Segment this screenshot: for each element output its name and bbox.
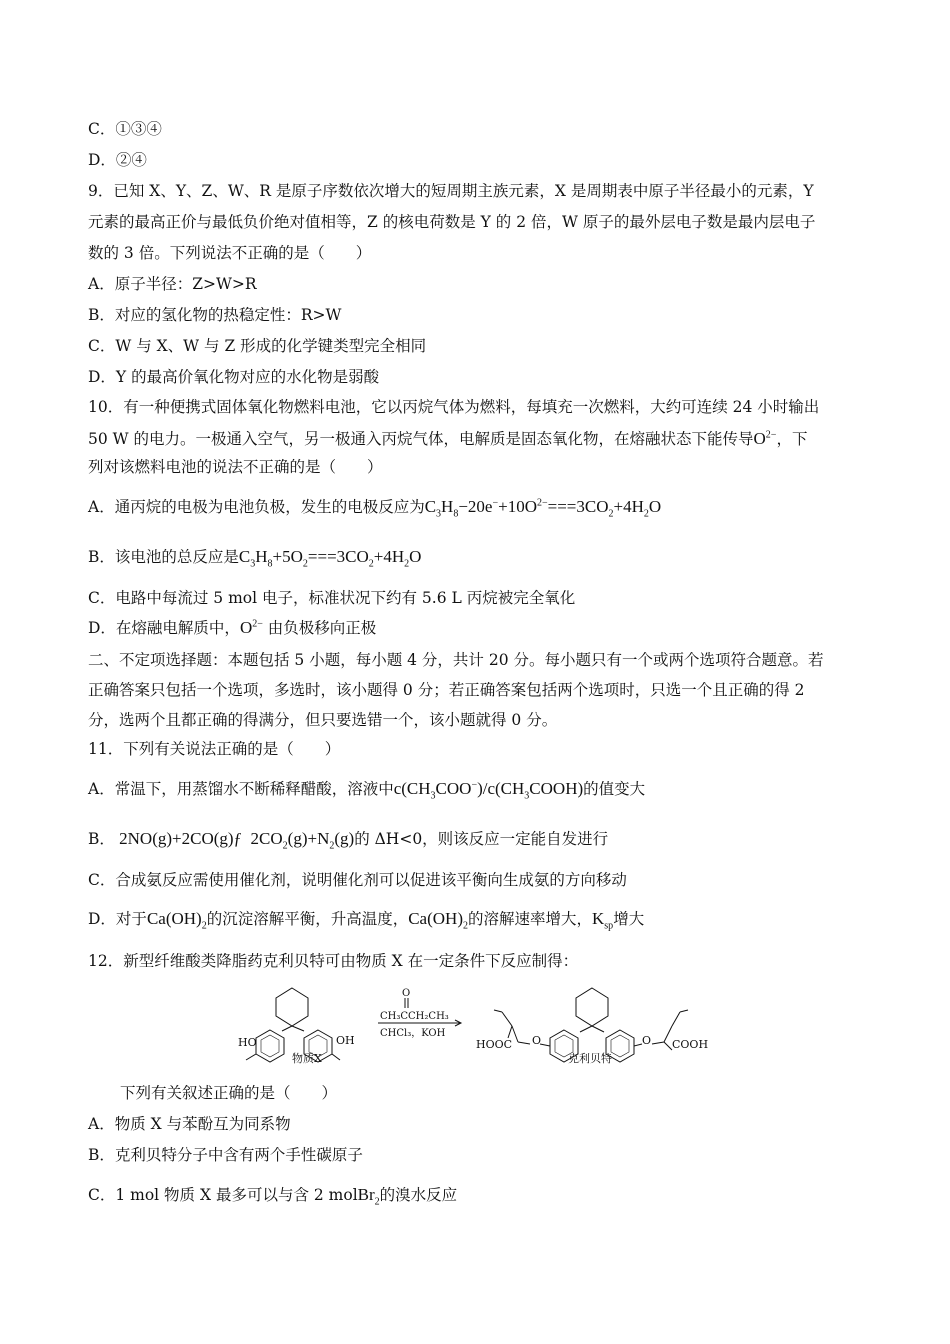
q11-option-a-tail: 的值变大 [583,780,646,798]
clinofibrate-label: 克利贝特 [568,1052,612,1065]
hooc-label: HOOC [476,1038,513,1051]
q12-stem: 12．新型纤维酸类降脂药克利贝特可由物质 X 在一定条件下反应制得： [88,952,579,970]
q12-option-b: B．克利贝特分子中含有两个手性碳原子 [88,1146,363,1164]
q11-option-d-mid: 的沉淀溶解平衡，升高温度， [206,910,409,928]
q9-stem-3: 数的 3 倍。下列说法不正确的是（ ） [88,244,372,262]
q10-option-b [88,546,421,568]
q12-question: 下列有关叙述正确的是（ ） [120,1084,338,1102]
q11-option-a [88,778,645,800]
q12-option-c-text: C．1 mol 物质 X 最多可以与含 2 mol [88,1186,358,1204]
q9-option-d: D．Y 的最高价氧化物对应的水化物是弱酸 [88,368,380,386]
option-c-prev: C．①③④ [88,120,162,138]
anode-equation: $C_3H_8-20e^-+10O^{2-}===3CO_2+4H_2O$ [424,497,662,520]
q9-option-a: A．原子半径：Z>W>R [88,275,257,293]
q11-option-d-end: 增大 [613,910,645,928]
q10-option-d [88,617,376,639]
q11-option-c: C．合成氨反应需使用催化剂，说明催化剂可以促进该平衡向生成氨的方向移动 [88,871,627,889]
reagent-conditions: CHCl₃，KOH [380,1028,446,1039]
reagent-ketone: CH₃CCH₂CH₃ [380,1011,449,1022]
q10-stem-3: 列对该燃料电池的说法不正确的是（ ） [88,458,383,476]
q12-option-c-tail: 的溴水反应 [379,1186,458,1204]
q10-stem-2-text: 50 W 的电力。一极通入空气，另一极通入丙烷气体，电解质是固态氧化物，在熔融状态下能传导 [88,430,754,448]
option-d-prev: D．②④ [88,151,147,169]
q10-stem-2-tail: ，下 [776,430,808,448]
q12-option-c [88,1184,457,1206]
no-co-equilibrium: 2NO(g)+2CO(g)ƒ $2CO_2(g)+N_2(g)$ [114,829,355,852]
section-2-heading-2: 正确答案只包括一个选项，多选时，该小题得 0 分；若正确答案包括两个选项时，只选一个且正确的得 2 [88,681,805,699]
q11-option-d-text: D．对于 [88,910,147,928]
calcium-hydroxide-formula: $Ca(OH)_2$ [146,909,207,932]
q9-option-c: C．W 与 X、W 与 Z 形成的化学键类型完全相同 [88,337,427,355]
ether-o-left: O [532,1034,542,1047]
q11-option-b [88,828,608,850]
cyclohexane-ring-left [276,988,308,1026]
q10-option-d-tail: 由负极移向正极 [262,619,377,637]
q10-stem-1: 10．有一种便携式固体氧化物燃料电池，它以丙烷气体为燃料，每填充一次燃料，大约可连续 24 小时输出 [88,398,820,416]
q11-option-d-tail: 的溶解速率增大， [467,910,592,928]
q11-stem: 11．下列有关说法正确的是（ ） [88,740,341,758]
reaction-scheme [232,986,732,1072]
oxide-ion-formula-2: $O^{2-}$ [239,618,263,637]
oxide-ion-formula: $O^{2-}$ [753,429,777,448]
q11-option-d [88,908,644,930]
acetate-ratio: $c(CH_3COO^-)/c(CH_3COOH)$ [393,779,584,802]
q12-option-a: A．物质 X 与苯酚互为同系物 [88,1115,291,1133]
q10-option-a [88,496,661,518]
q11-option-b-tail: 的 ΔH<0，则该反应一定能自发进行 [354,830,609,848]
section-2-heading-1: 二、不定项选择题：本题包括 5 小题，每小题 4 分，共计 20 分。每小题只有一个或两个选项符合题意。若 [88,651,824,669]
ksp-symbol: $K_{sp}$ [592,909,614,932]
cyclohexane-ring-right [576,988,608,1026]
calcium-hydroxide-formula-2: $Ca(OH)_2$ [408,909,468,932]
q9-stem-2: 元素的最高正价与最低负价绝对值相等，Z 的核电荷数是 Y 的 2 倍，W 原子的最外层电子数是最内层电子 [88,213,816,231]
compound-x-label: 物质X [292,1052,322,1065]
q10-stem-2 [88,428,807,450]
ether-o-right: O [642,1034,652,1047]
q9-option-b: B．对应的氢化物的热稳定性：R>W [88,306,342,324]
ho-label-1: HO [238,1036,257,1049]
q10-option-b-text: B．该电池的总反应是 [88,548,239,566]
cooh-label: COOH [672,1038,709,1051]
bromine-formula: $Br_2$ [357,1185,380,1208]
overall-equation: $C_3H_8+5O_2===3CO_2+4H_2O$ [238,547,422,570]
q10-option-a-text: A．通丙烷的电极为电池负极，发生的电极反应为 [88,498,425,516]
q11-option-a-text: A．常温下，用蒸馏水不断稀释醋酸，溶液中 [88,780,394,798]
oh-label-2: OH [336,1034,355,1047]
q9-stem-1: 9．已知 X、Y、Z、W、R 是原子序数依次增大的短周期主族元素，X 是周期表中原子半径最小的元素，Y [88,182,814,200]
section-2-heading-3: 分，选两个且都正确的得满分，但只要选错一个，该小题就得 0 分。 [88,711,558,729]
q10-option-d-text: D．在熔融电解质中， [88,619,240,637]
q11-option-b-label: B． [88,830,115,848]
q10-option-c: C．电路中每流过 5 mol 电子，标准状况下约有 5.6 L 丙烷被完全氧化 [88,589,576,607]
reagent-oxygen: O [402,988,411,999]
